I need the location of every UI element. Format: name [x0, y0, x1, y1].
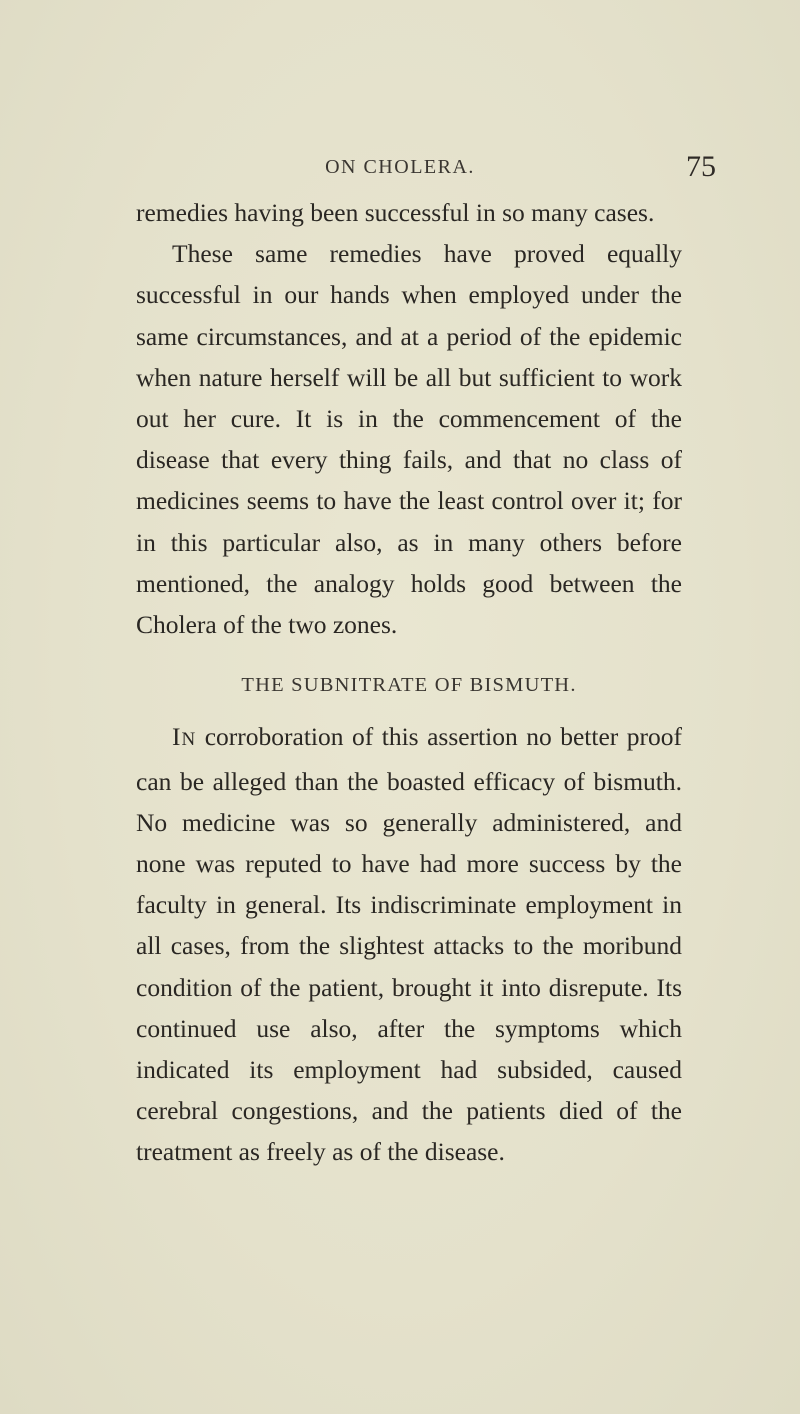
body-text [136, 192, 682, 1173]
paragraph-continuation: remedies having been successful in so many cases. [136, 198, 655, 227]
section-heading: THE SUBNITRATE OF BISMUTH. [241, 674, 577, 697]
page-number: 75 [686, 150, 716, 183]
running-title: ON CHOLERA. [325, 156, 475, 178]
paragraph-bismuth [136, 716, 682, 1172]
running-head [0, 150, 800, 190]
paragraph-remedies: These same remedies have proved equally successful in our hands when employed under the same circumstances, and at a period of the epidemic when nature herself will be all but sufficient to work out her cure. It is in the commencement of the disease that every thing fails, and that no class of medicines seems to have the least control over it; for in this particular also, as in many others before mentioned, the analogy holds good between the Cholera of the two zones. [136, 239, 682, 640]
paragraph-bismuth-text: corroboration of this assertion no better proof can be alleged than the boasted efficacy of bismuth. No medicine was so generally administered, and none was reputed to have had more success by the faculty in general. Its indiscriminate employment in all cases, from the slightest attacks to the moribund condition of the patient, brought it into disrepute. Its continued use also, after the symptoms which indicated its employment had subsided, caused cerebral congestions, and the patients died of the treatment as freely as of the disease. [136, 722, 682, 1167]
paragraph-initial: I [172, 722, 182, 752]
paragraph-initial-smallcap: N [181, 729, 197, 751]
